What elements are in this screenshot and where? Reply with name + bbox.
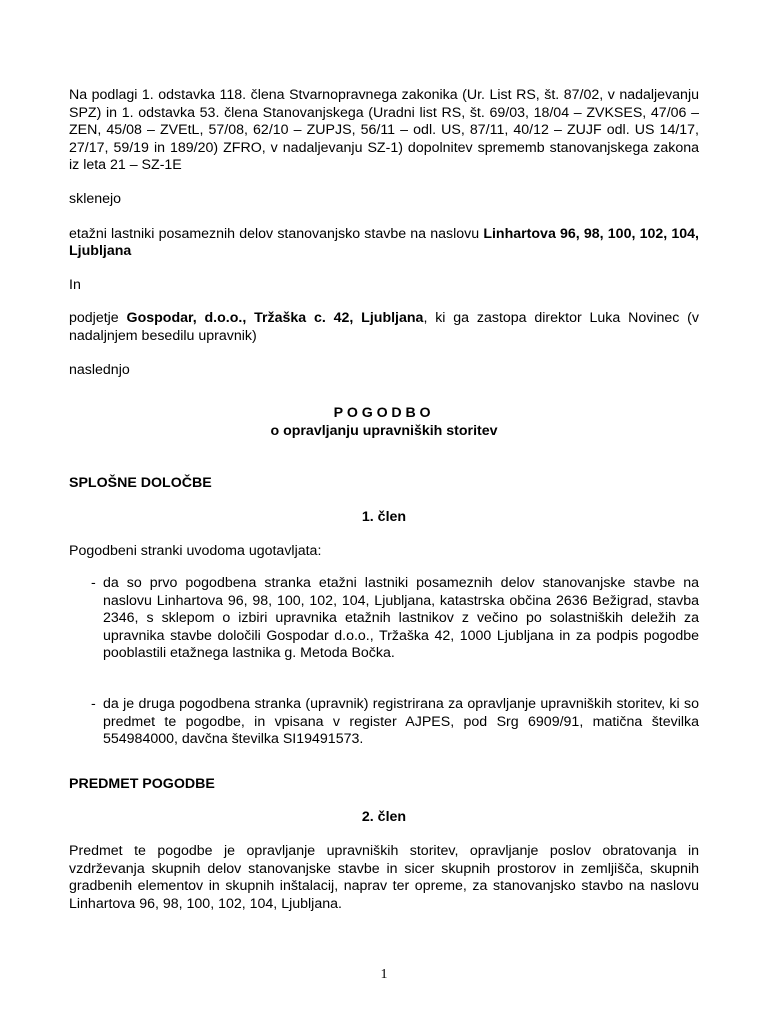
article-1-lead: Pogodbeni stranki uvodoma ugotavljata: <box>69 542 322 559</box>
naslednjo-text: naslednjo <box>69 361 130 378</box>
sklenejo-text: sklenejo <box>69 190 122 207</box>
document-page <box>69 87 699 913</box>
list-item <box>69 696 699 749</box>
party2-company: Gospodar, d.o.o., Tržaška c. 42, Ljubljana <box>126 310 424 327</box>
contract-title: POGODBO <box>333 405 435 422</box>
party1-text: etažni lastniki posameznih delov stanovanjsko stavbe na naslovu <box>69 225 484 242</box>
article-1-heading: 1. člen <box>361 508 407 525</box>
list-item <box>69 575 699 663</box>
party2-suffix: , ki ga zastopa direktor Luka Novinec (v nadaljnjem besedilu upravnik) <box>69 310 700 344</box>
list-dash: - <box>91 696 96 713</box>
section-heading-general: SPLOŠNE DOLOČBE <box>69 475 212 492</box>
list-item-text: da so prvo pogodbena stranka etažni lastniki posameznih delov stanovanjske stavbe na naslovu Linhartova 96, 98, 100, 102, 104, Ljubljana, katastrska občina 2636 Bežigrad, stavba 2346, s sklepom o izbiri upravnika etažnih lastnikov z večino po solastniških deležih za upravnika stavbe določili Gospodar d.o.o., Tržaška 42, 1000 Ljubljana in za podpis pogodbe pooblastili etažnega lastnika g. Metoda Bočka. <box>103 575 699 662</box>
party2-prefix: podjetje <box>69 310 127 327</box>
list-item-text: da je druga pogodbena stranka (upravnik) registrirana za opravljanje upravniških storitev, ki so predmet te pogodbe, in vpisana v register AJPES, pod Srg 6909/91, matična številka 554984000, davčna številka SI19491573. <box>103 696 699 748</box>
article-2-heading: 2. člen <box>361 809 407 826</box>
intro-paragraph: Na podlagi 1. odstavka 118. člena Stvarnopravnega zakonika (Ur. List RS, št. 87/02, v nadaljevanju SPZ) in 1. odstavka 53. člena Stanovanjskega (Uradni list RS, št. 69/03, 18/04 – ZVKSES, 47/06 – ZEN, 45/08 – ZVEtL, 57/08, 62/10 – ZUPJS, 56/11 – odl. US, 87/11, 40/12 – ZUJF odl. US 14/17, 27/17, 59/19 in 189/20) ZFRO, v nadaljevanju SZ-1) dopolnitev sprememb stanovanjskega zakona iz leta 21 – SZ-1E <box>69 87 699 174</box>
page-number: 1 <box>380 967 388 982</box>
party1-address: Linhartova 96, 98, 100, 102, 104, Ljubljana <box>69 225 699 260</box>
list-dash: - <box>91 575 96 592</box>
contract-subtitle: o opravljanju upravniških storitev <box>270 422 498 439</box>
party1-paragraph <box>69 226 699 261</box>
party2-paragraph <box>69 310 699 345</box>
article-2-text: Predmet te pogodbe je opravljanje upravniških storitev, opravljanje poslov obratovanja in vzdrževanja skupnih delov stanovanjske stavbe in sicer skupnih prostorov in zemljišča, skupnih gradbenih elementov in skupnih inštalacij, naprav ter opreme, za stanovanjsko stavbo na naslovu Linhartova 96, 98, 100, 102, 104, Ljubljana. <box>69 843 699 912</box>
in-text: In <box>69 276 81 293</box>
section-heading-subject: PREDMET POGODBE <box>69 775 215 792</box>
